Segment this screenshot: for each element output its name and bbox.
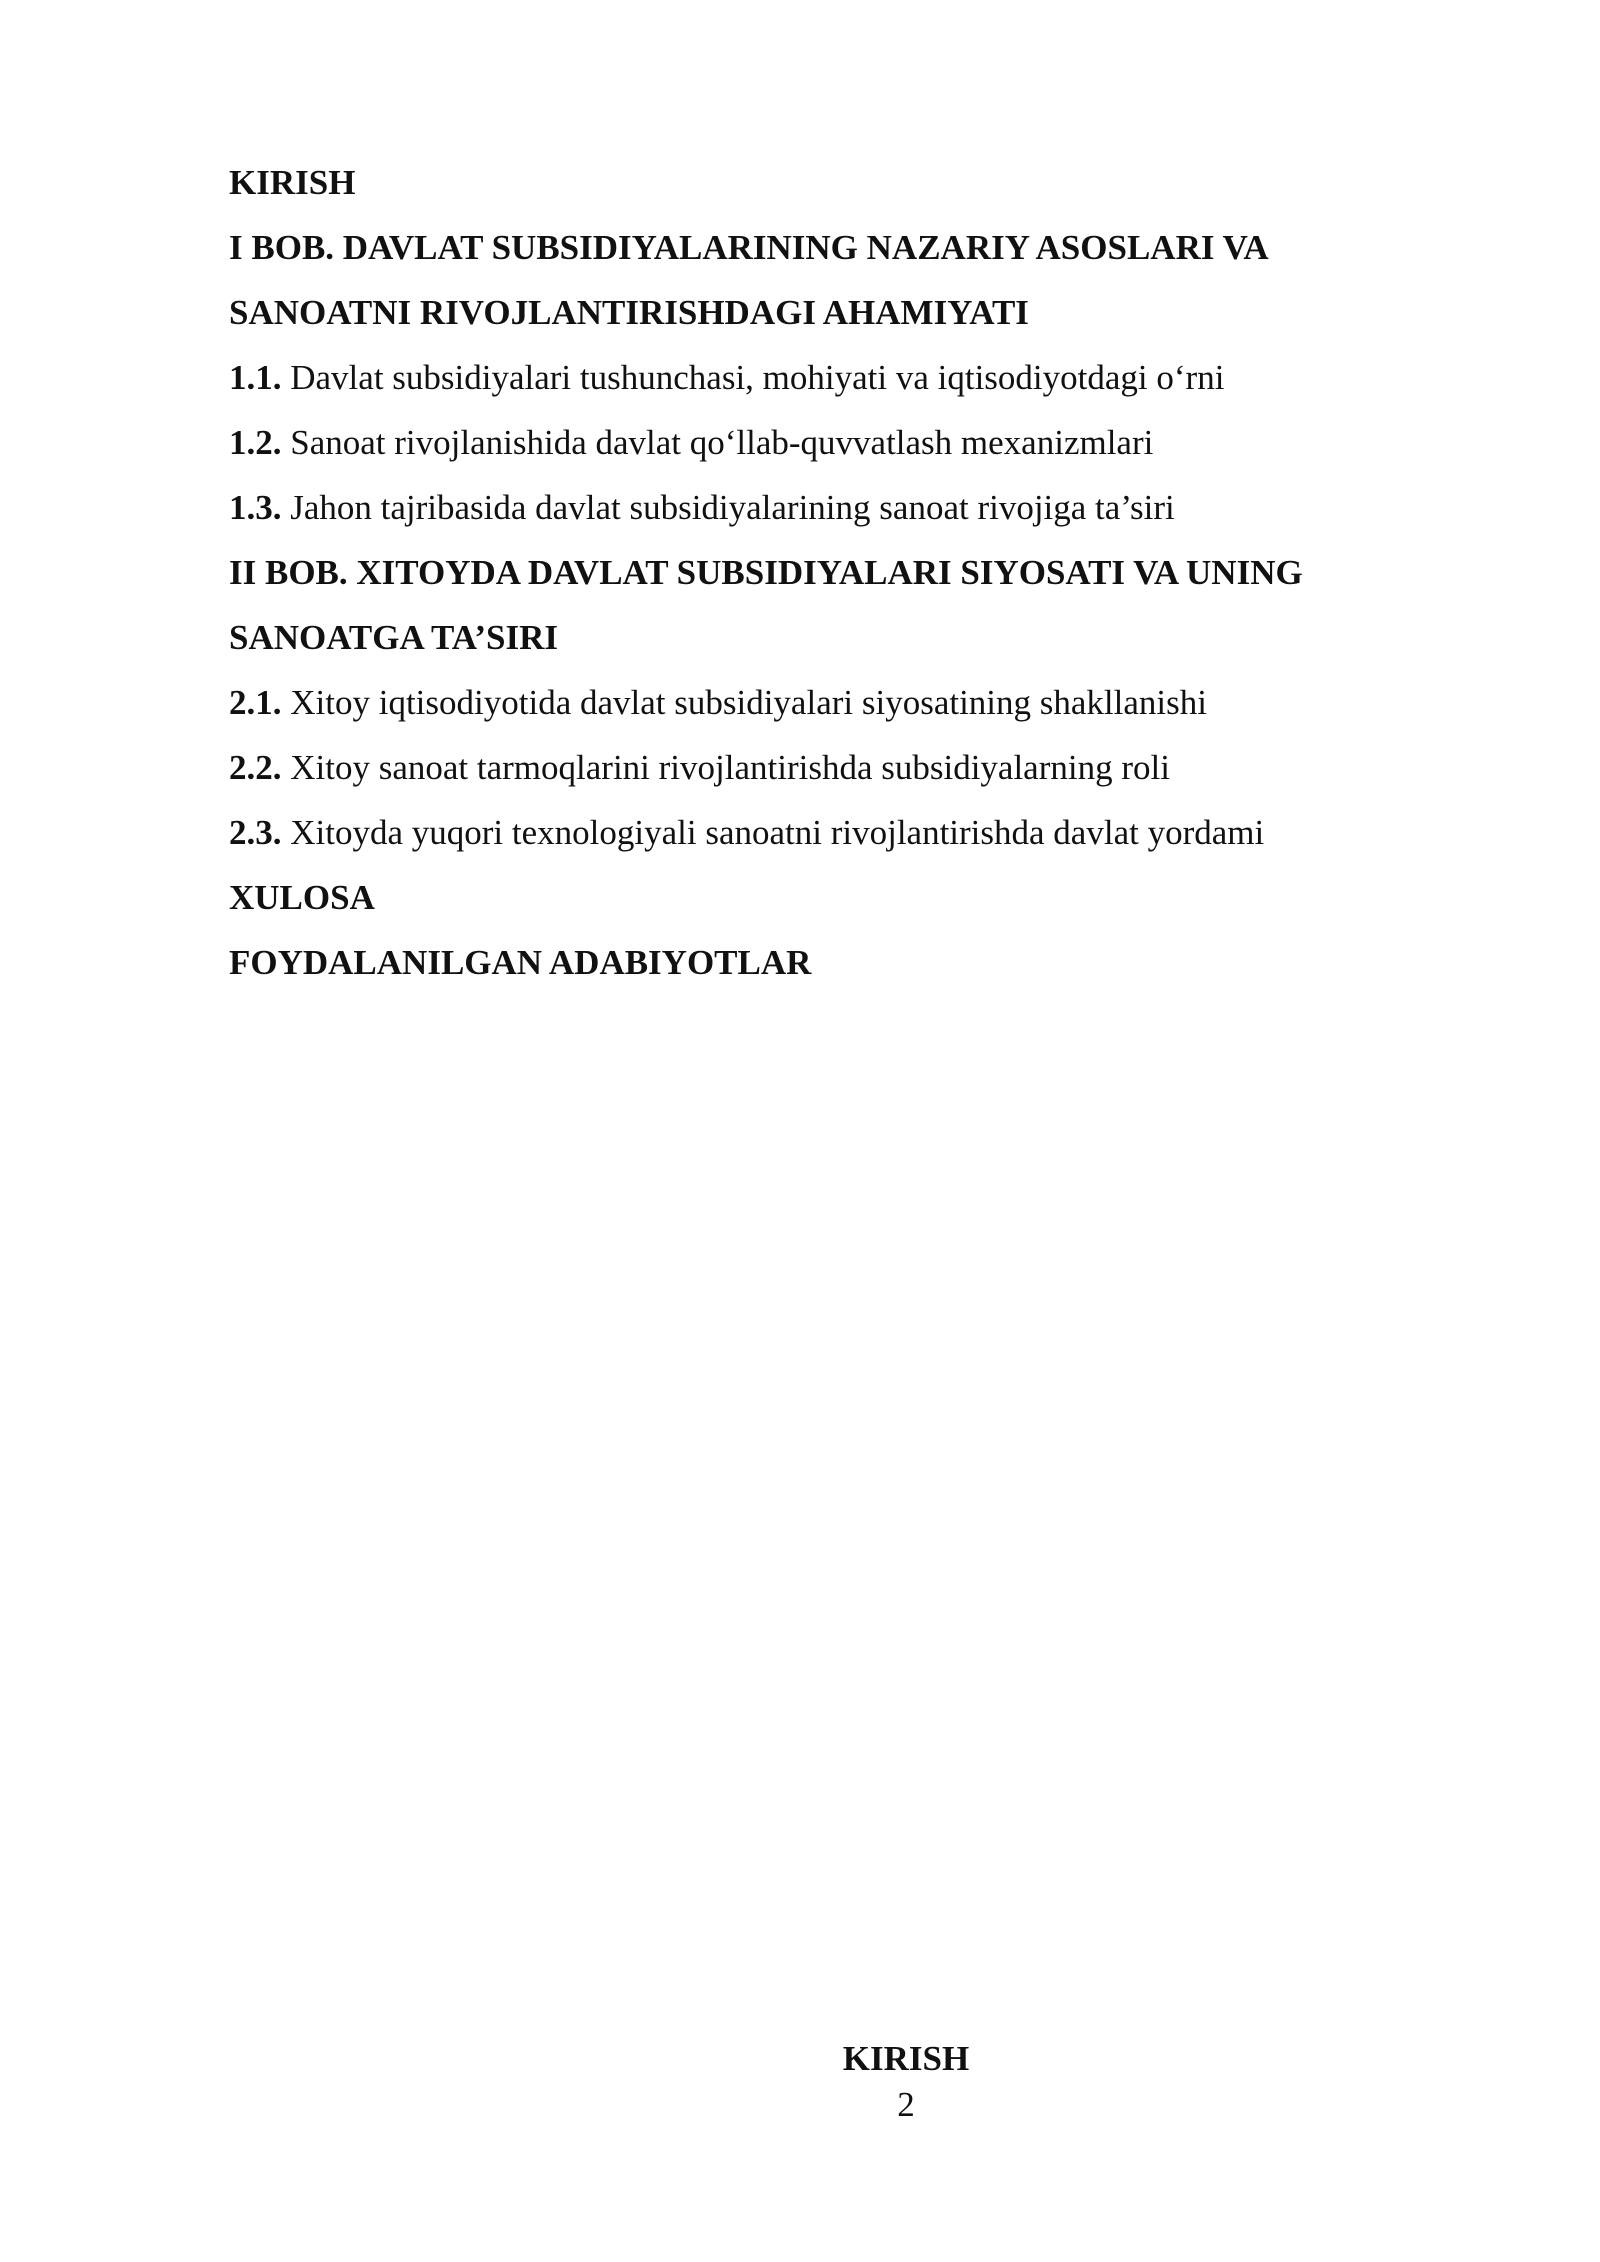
- toc-xulosa: XULOSA: [229, 878, 375, 917]
- section-number: 2.2.: [229, 748, 282, 787]
- toc-kirish: KIRISH: [229, 163, 356, 202]
- section-number: 1.3.: [229, 488, 282, 527]
- toc-references: FOYDALANILGAN ADABIYOTLAR: [229, 943, 812, 982]
- section-title: Jahon tajribasida davlat subsidiyalarining sanoat rivojiga ta’siri: [281, 488, 1175, 527]
- toc-section-1-1: [229, 345, 1489, 410]
- page-number: 2: [897, 2085, 915, 2124]
- section-title: Sanoat rivojlanishida davlat qo‘llab-quvvatlash mexanizmlari: [281, 423, 1154, 462]
- toc-chapter1-title-line1: I BOB. DAVLAT SUBSIDIYALARINING NAZARIY ASOSLARI VA: [229, 228, 1269, 267]
- section-title: Xitoy iqtisodiyotida davlat subsidiyalari siyosatining shakllanishi: [281, 683, 1207, 722]
- toc-chapter2-title-line2: SANOATGA TA’SIRI: [229, 618, 559, 657]
- toc-section-2-3: [229, 800, 1489, 865]
- section-title: Davlat subsidiyalari tushunchasi, mohiyati va iqtisodiyotdagi o‘rni: [281, 358, 1225, 397]
- table-of-contents: [229, 150, 1489, 995]
- section-number: 2.3.: [229, 813, 282, 852]
- section-number: 1.2.: [229, 423, 282, 462]
- toc-section-2-1: [229, 670, 1489, 735]
- toc-section-1-3: [229, 475, 1489, 540]
- next-section-heading: KIRISH: [842, 2039, 970, 2078]
- toc-chapter1-title-line2: SANOATNI RIVOJLANTIRISHDAGI AHAMIYATI: [229, 293, 1029, 332]
- toc-chapter2-title-line1: II BOB. XITOYDA DAVLAT SUBSIDIYALARI SIYOSATI VA UNING: [229, 553, 1303, 592]
- section-title: Xitoy sanoat tarmoqlarini rivojlantirishda subsidiyalarning roli: [281, 748, 1170, 787]
- section-number: 2.1.: [229, 683, 282, 722]
- toc-section-2-2: [229, 735, 1489, 800]
- toc-section-1-2: [229, 410, 1489, 475]
- section-title: Xitoyda yuqori texnologiyali sanoatni rivojlantirishda davlat yordami: [281, 813, 1265, 852]
- section-number: 1.1.: [229, 358, 282, 397]
